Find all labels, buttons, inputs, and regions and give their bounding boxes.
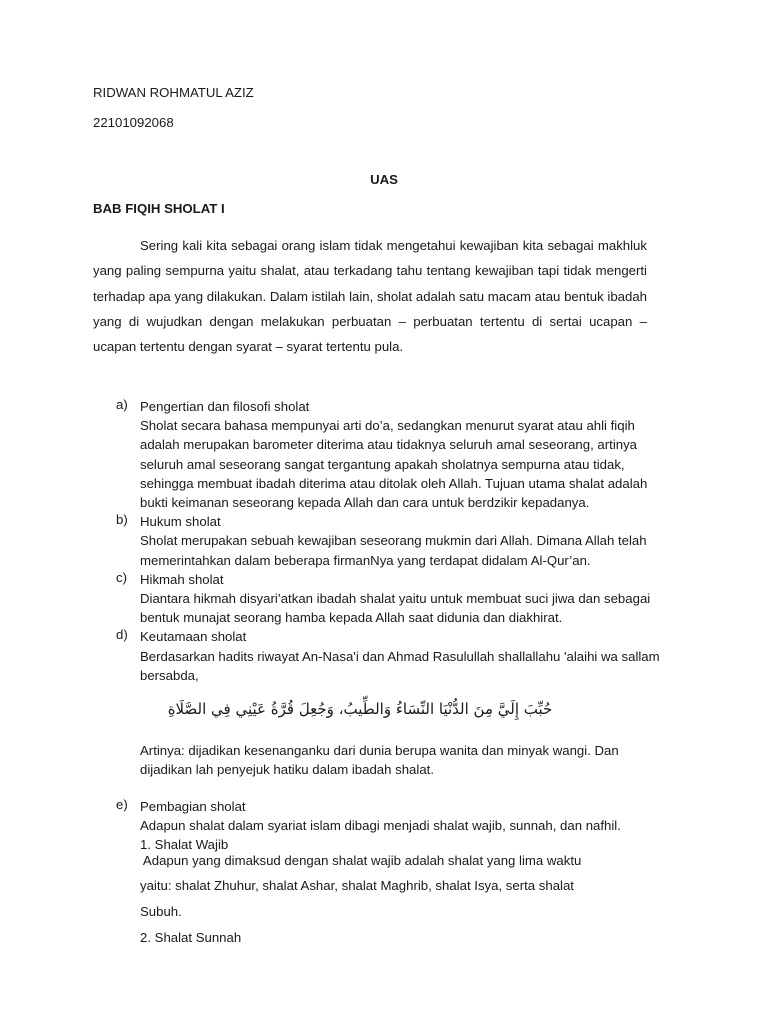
section-body [140,647,693,685]
body-line: Berdasarkan hadits riwayat An-Nasa'i dan Ahmad Rasulullah shallallahu 'alaihi wa sallam [140,648,660,664]
body-line: memerintahkan dalam beberapa firmanNya yang terdapat didalam Al-Qur’an. [140,552,591,568]
subsection-body-line: Subuh. [140,904,182,919]
body-line: seluruh amal seseorang sangat tergantung apakah sholatnya sempurna atau tidak, [140,456,625,472]
section-body [140,531,693,569]
section-title: Hikmah sholat [140,571,224,587]
body-line: dijadikan lah penyejuk hatiku dalam ibadah shalat. [140,762,434,778]
section-c [93,570,693,628]
section-marker: b) [116,512,128,528]
body-line: adalah merupakan barometer diterima atau tidaknya seluruh amal seseorang, artinya [140,437,638,453]
section-body [140,416,693,512]
body-line: Sholat merupakan sebuah kewajiban seseorang mukmin dari Allah. Dimana Allah telah [140,533,647,549]
hadith-translation-block [93,741,693,779]
section-e-block [93,797,693,855]
section-b [93,512,693,570]
body-line: Sholat secara bahasa mempunyai arti do’a, sedangkan menurut syarat atau ahli fiqih [140,418,635,434]
subsection-body-line: Adapun yang dimaksud dengan shalat wajib adalah shalat yang lima waktu [140,853,582,868]
intro-paragraph-block [93,233,647,359]
section-e [93,797,693,855]
section-body [140,589,693,627]
section-list [93,397,693,685]
section-title: Hukum sholat [140,514,221,530]
body-line: Adapun shalat dalam syariat islam dibagi menjadi shalat wajib, sunnah, dan nafhil. [140,818,621,834]
student-id: 22101092068 [93,115,174,130]
section-marker: c) [116,569,127,585]
section-a [93,397,693,512]
section-marker: a) [116,397,128,412]
body-line: bentuk munajat seorang hamba kepada Allah saat didunia dan diakhirat. [140,610,563,626]
hadith-arabic: حُبِّبَ إِلَيَّ مِنَ الدُّنْيَا النِّسَاءُ وَالطِّيبُ، وَجُعِلَ قُرَّةُ عَيْنِي فِي الصَّلَاةِ [167,700,553,718]
section-body [140,816,693,854]
hadith-translation [140,741,693,779]
section-title: Pembagian sholat [140,799,246,814]
subsection-title: 1. Shalat Wajib [140,837,229,853]
intro-paragraph: Sering kali kita sebagai orang islam tidak mengetahui kewajiban kita sebagai makhluk yang paling sempurna yaitu shalat, atau terkadang tahu tentang kewajiban tapi tidak mengerti terhadap apa yang dilakukan. Dalam istilah lain, sholat adalah satu macam atau bentuk ibadah yang di wujudkan dengan melakukan perbuatan – perbuatan tertentu di sertai ucapan – ucapan tertentu dengan syarat – syarat tertentu pula. [93,238,647,355]
body-line: bukti keimanan seseorang kepada Allah dan cara untuk berdzikir kepadanya. [140,495,590,511]
section-title: Pengertian dan filosofi sholat [140,399,310,414]
body-line: Diantara hikmah disyari’atkan ibadah shalat yaitu untuk membuat suci jiwa dan sebagai [140,591,651,607]
document-title: UAS [370,172,398,187]
chapter-title: BAB FIQIH SHOLAT I [93,201,225,216]
body-line: sehingga membuat ibadah diterima atau ditolak oleh Allah. Tujuan utama shalat adalah [140,475,648,491]
section-marker: d) [116,627,128,643]
section-marker: e) [116,797,128,812]
author-name: RIDWAN ROHMATUL AZIZ [93,85,254,100]
subsection-title: 2. Shalat Sunnah [140,930,242,945]
subsection-body-line: yaitu: shalat Zhuhur, shalat Ashar, shalat Maghrib, shalat Isya, serta shalat [140,878,574,893]
body-line: Artinya: dijadikan kesenanganku dari dunia berupa wanita dan minyak wangi. Dan [140,743,619,758]
section-d [93,627,693,685]
body-line: bersabda, [140,667,199,683]
section-title: Keutamaan sholat [140,629,247,645]
